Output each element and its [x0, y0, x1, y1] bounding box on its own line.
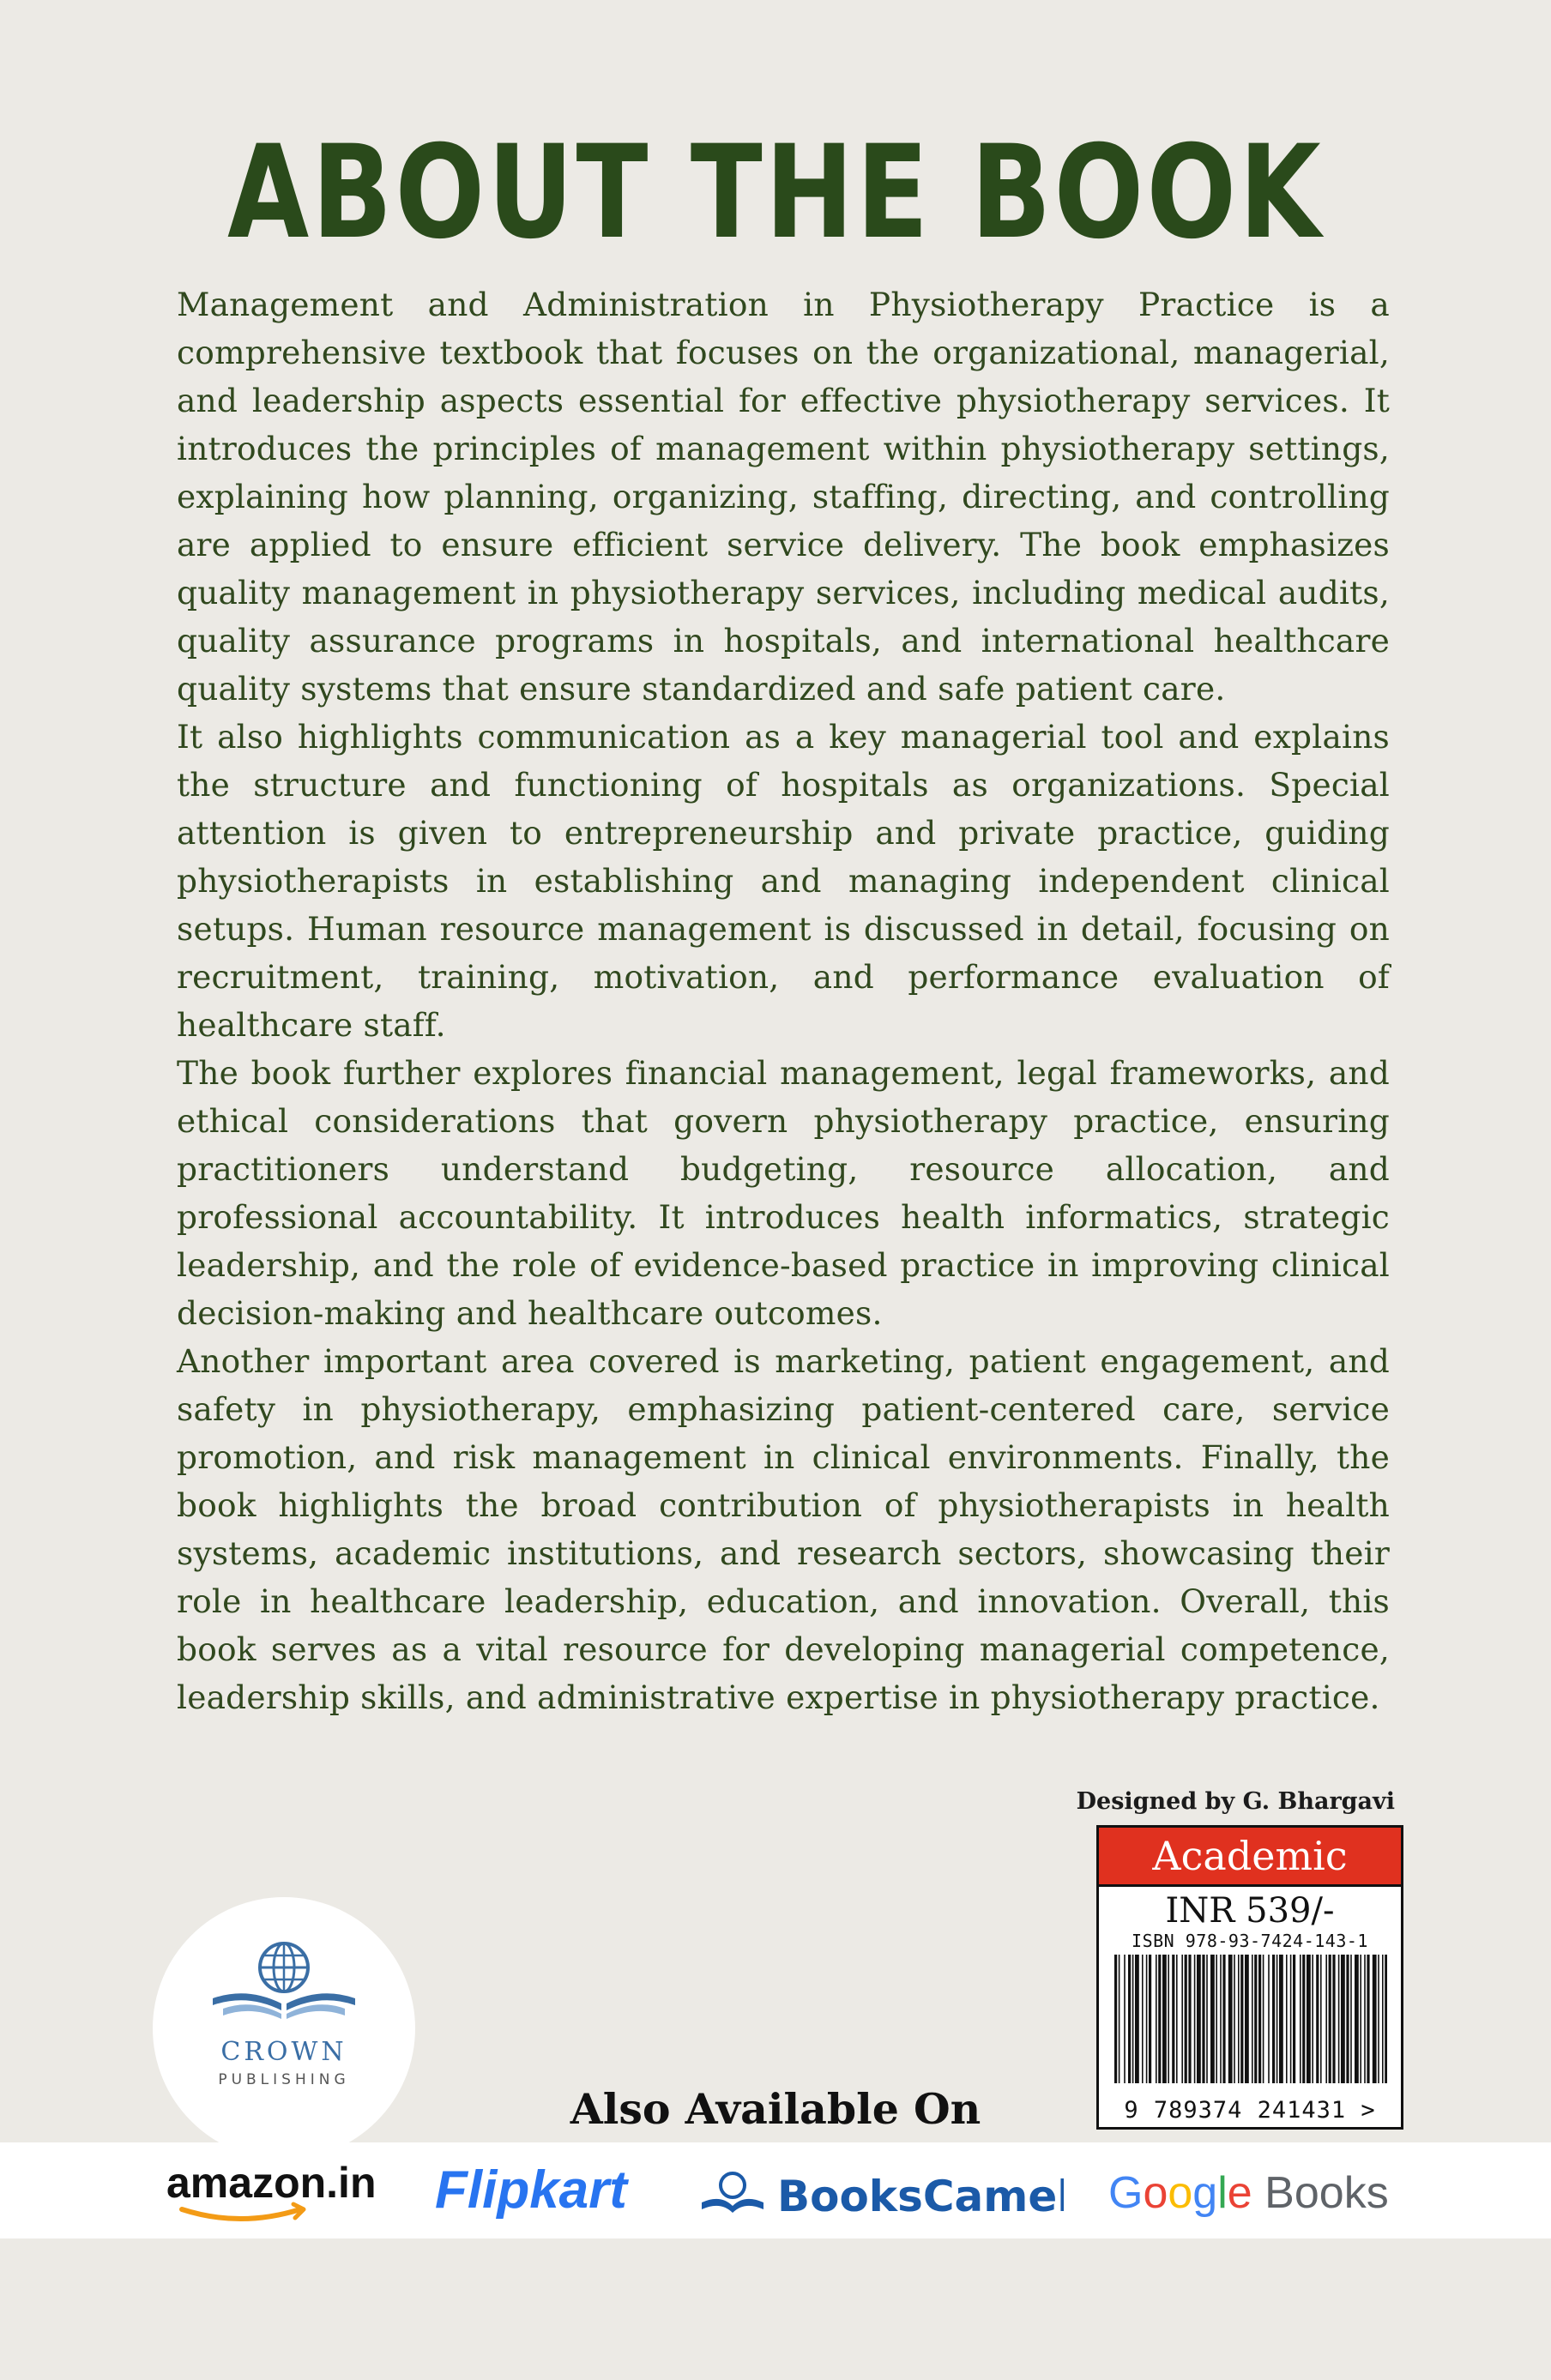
store-name: Google Books: [1108, 2168, 1389, 2218]
amazon-logo-icon: [163, 2142, 395, 2238]
flipkart-logo-icon: [433, 2142, 656, 2238]
barcode-bars: [1114, 1955, 1387, 2083]
publisher-name: CROWN: [220, 2037, 347, 2067]
store-logos-strip: [0, 2142, 1551, 2238]
store-name: BooksCamel: [777, 2172, 1064, 2221]
description-paragraph-3: The book further explores financial management, legal frameworks, and ethical considerations that govern physiotherapy practice, ensuring practitioners understand budgeting, resource allocation, and professional accountability. It introduces health informatics, strategic leadership, and the role of evidence-based practice in improving clinical decision-making and healthcare outcomes.: [177, 1054, 1390, 1332]
store-amazon[interactable]: [163, 2142, 395, 2238]
description-paragraph-2: It also highlights communication as a key managerial tool and explains the structure and functioning of hospitals as organizations. Special attention is given to entrepreneurship and private practice, guiding physiotherapists in establishing and managing independent clinical setups. Human resource management is discussed in detail, focusing on recruitment, training, motivation, and performance evaluation of healthcare staff.: [177, 718, 1390, 1044]
store-google-books[interactable]: [1107, 2142, 1407, 2238]
store-flipkart[interactable]: [433, 2142, 656, 2238]
price-label: INR 539/-: [1165, 1891, 1335, 1931]
description-paragraph-1: Management and Administration in Physiotherapy Practice is a comprehensive textbook that focuses on the organizational, managerial, and leadership aspects essential for effective physiotherapy services. It introduces the principles of management within physiotherapy settings, explaining how planning, organizing, staffing, directing, and controlling are applied to ensure efficient service delivery. The book emphasizes quality management in physiotherapy services, including medical audits, quality assurance programs in hospitals, and international healthcare quality systems that ensure standardized and safe patient care.: [177, 286, 1390, 708]
also-available-heading: Also Available On: [570, 2084, 981, 2134]
publisher-subtitle: PUBLISHING: [218, 2071, 350, 2088]
store-name: amazon.in: [166, 2159, 377, 2207]
store-bookscamel[interactable]: [695, 2142, 1064, 2238]
description-paragraph-4: Another important area covered is marketing, patient engagement, and safety in physiotherapy, emphasizing patient-centered care, service promotion, and risk management in clinical environments. Finally, the book highlights the broad contribution of physiotherapists in health systems, academic institutions, and research sectors, showcasing their role in healthcare leadership, education, and innovation. Overall, this book serves as a vital resource for developing managerial competence, leadership skills, and administrative expertise in physiotherapy practice.: [177, 1342, 1390, 1716]
designer-credit: Designed by G. Bhargavi: [1076, 1788, 1395, 1815]
store-name: Flipkart: [435, 2160, 627, 2220]
isbn-label: ISBN 978-93-7424-143-1: [1132, 1931, 1368, 1951]
barcode-number: 9 789374 241431 >: [1124, 2097, 1376, 2124]
bookscamel-logo-icon: [695, 2142, 1064, 2238]
category-label: Academic: [1099, 1828, 1401, 1887]
book-description: [177, 280, 1390, 1721]
cover-title: ABOUT THE BOOK: [227, 118, 1324, 268]
google-books-logo-icon: [1107, 2142, 1407, 2238]
